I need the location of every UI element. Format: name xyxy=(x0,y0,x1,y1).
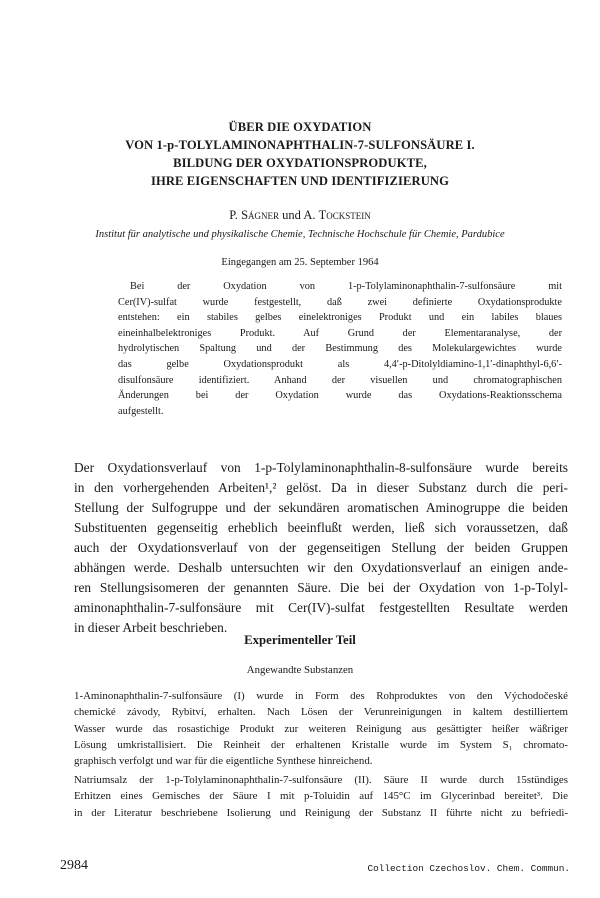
journal-name: Collection Czechoslov. Chem. Commun. xyxy=(367,863,570,874)
substance-paragraph-1 xyxy=(74,688,568,769)
para-line: graphisch verfolgt und war für die eigentliche Synthese hinreichend. xyxy=(74,755,373,768)
author-1-name: Ságner xyxy=(241,208,280,222)
body-line: auch der Oxydationsverlauf von der gegenseitigen Stellung der beiden Gruppen xyxy=(74,540,568,555)
author-line xyxy=(60,208,540,223)
body-line: in den vorhergehenden Arbeiten¹,² gelöst. Da in dieser Substanz durch die peri- xyxy=(74,480,568,495)
body-line: ren Stellungsisomeren der genannten Säure. Die bei der Oxydation von 1-p-Tolyl- xyxy=(74,580,568,595)
para-line: Wasser wurde das rosastichige Produkt zur weiteren Reinigung aus gesättigter heißer wäßriger xyxy=(74,722,568,735)
title-line: BILDUNG DER OXYDATIONSPRODUKTE, xyxy=(173,156,427,170)
substance-paragraph-2 xyxy=(74,772,568,821)
abstract-line: disulfonsäure identifiziert. Anhand der visuellen und chromatographischen xyxy=(118,374,562,386)
para-line: Natriumsalz der 1-p-Tolylaminonaphthalin-7-sulfonsäure (II). Säure II wurde durch 15stündiges xyxy=(74,774,568,786)
abstract-line: Bei der Oxydation von 1-p-Tolylaminonaphthalin-7-sulfonsäure mit xyxy=(130,281,562,292)
abstract-line: entstehen: ein stabiles gelbes einelektroniges Produkt und ein labiles blaues xyxy=(118,312,562,324)
abstract-line: hydrolytischen Spaltung und der Bestimmung des Molekulargewichtes wurde xyxy=(118,343,562,355)
abstract-line: Änderungen bei der Oxydation wurde das Oxydations-Reaktionsschema xyxy=(118,390,562,402)
body-line: in dieser Arbeit beschrieben. xyxy=(74,620,228,635)
para-line: in der Literatur beschriebene Isolierung und Reinigung der Substanz II führte nicht zu befriedi- xyxy=(74,806,568,819)
author-2-name: Tockstein xyxy=(318,208,371,222)
para-line: Lösung umkristallisiert. Die Reinheit der erhaltenen Kristalle wurde im System S₁ chromato- xyxy=(74,738,568,751)
section-heading: Experimenteller Teil xyxy=(244,633,356,647)
abstract-line: Cer(IV)-sulfat wurde festgestellt, daß zwei definierte Oxydationsprodukte xyxy=(118,296,562,308)
received-date: Eingegangen am 25. September 1964 xyxy=(221,257,379,268)
abstract-line: aufgestellt. xyxy=(118,405,164,417)
author-connector: und A. xyxy=(279,208,319,222)
abstract xyxy=(118,279,562,419)
title-line: IHRE EIGENSCHAFTEN UND IDENTIFIZIERUNG xyxy=(150,174,450,188)
para-line: 1-Aminonaphthalin-7-sulfonsäure (I) wurde in Form des Rohproduktes von den Východočeské xyxy=(74,690,568,702)
body-line: abhängen werde. Deshalb untersuchten wir den Oxydationsverlauf an einigen ande- xyxy=(74,560,568,575)
para-line: chemické závody, Rybitví, erhalten. Nach Lösen der Verunreinigungen in kaltem destilliertem xyxy=(74,706,568,719)
body-line: Der Oxydationsverlauf von 1-p-Tolylaminonaphthalin-8-sulfonsäure wurde bereits xyxy=(74,460,568,475)
abstract-line: das gelbe Oxydationsprodukt als 4,4′-p-Ditolyldiamino-1,1′-dinaphthyl-6,6′- xyxy=(118,358,562,370)
para-line: Erhitzen eines Gemisches der Säure I mit p-Toluidin auf 145°C im Glycerinbad bereitet³. Die xyxy=(74,790,568,803)
title-line: ÜBER DIE OXYDATION xyxy=(228,120,372,134)
intro-paragraph xyxy=(74,458,568,638)
subsection-heading: Angewandte Substanzen xyxy=(246,664,354,676)
body-line: aminonaphthalin-7-sulfonsäure mit Cer(IV)-sulfat festgestellten Resultate werden xyxy=(74,600,568,615)
body-line: Substituenten gegenseitig erheblich beeinflußt werden, ließ sich voraussetzen, daß xyxy=(74,520,568,535)
page-number: 2984 xyxy=(60,858,88,873)
abstract-line: eineinhalbelektroniges Produkt. Auf Grund der Elementaranalyse, der xyxy=(118,327,562,339)
title-line: VON 1-p-TOLYLAMINONAPHTHALIN-7-SULFONSÄURE I. xyxy=(125,138,475,152)
author-1-initial: P. xyxy=(229,208,242,222)
article-title xyxy=(80,118,520,190)
body-line: Stellung der Sulfogruppe und der sekundären aromatischen Aminogruppe die beiden xyxy=(74,500,568,515)
affiliation: Institut für analytische und physikalische Chemie, Technische Hochschule für Chemie, Pardubice xyxy=(95,229,505,240)
